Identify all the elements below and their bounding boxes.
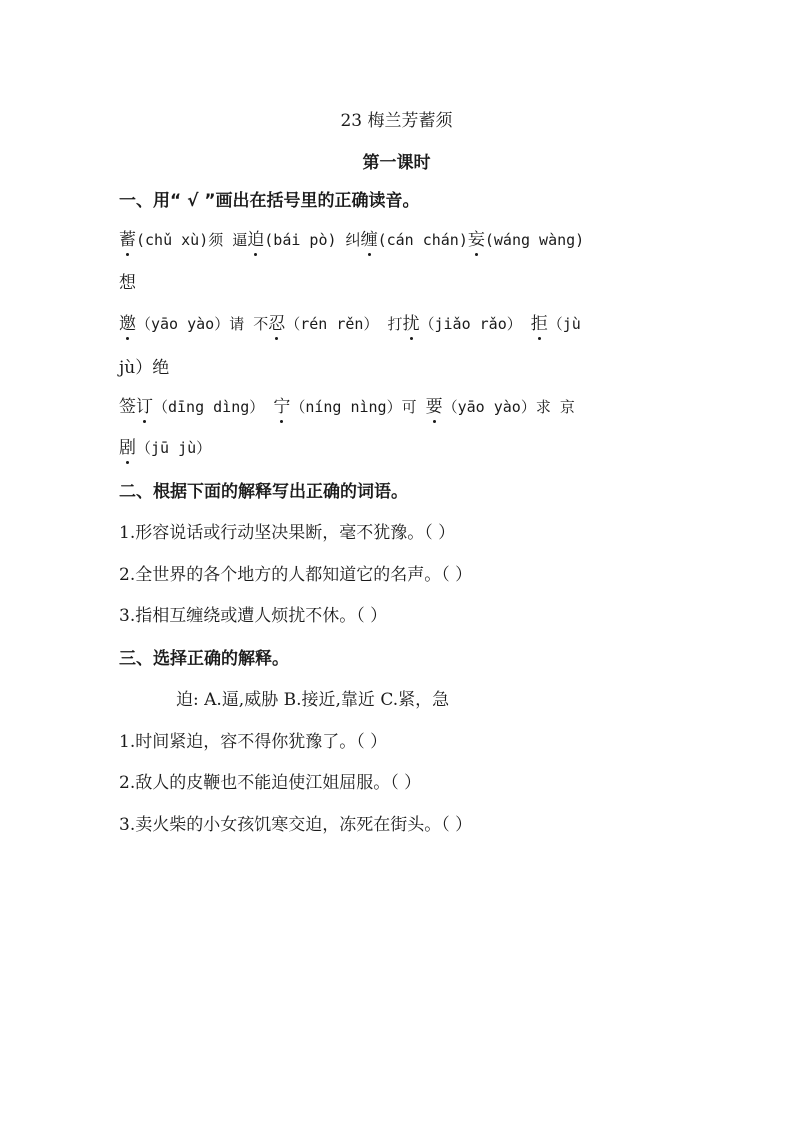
pinyin-row-1-cont: 想 [119, 273, 136, 293]
marked-char: 邀 [119, 314, 136, 334]
definition-item-3: 3.指相互缠绕或遭人烦扰不休。（ ） [119, 606, 388, 626]
marked-char: 妄 [467, 230, 485, 250]
definition-item-1: 1.形容说话或行动坚决果断，毫不犹豫。（ ） [119, 523, 456, 543]
pinyin-row-2-cont: jù）绝 [119, 358, 170, 378]
definition-item-2: 2.全世界的各个地方的人都知道它的名声。（ ） [119, 565, 473, 585]
section2-heading: 二、根据下面的解释写出正确的词语。 [119, 482, 408, 502]
sentence-item-2: 2.敌人的皮鞭也不能迫使江姐屈服。（ ） [119, 773, 422, 793]
marked-char: 剧 [119, 438, 136, 458]
marked-char: 蓄 [119, 230, 136, 250]
pinyin-row-3: 签订（dīng dìng） 宁（níng nìng）可 要（yāo yào）求 京 [119, 397, 575, 417]
marked-char: 要 [425, 397, 443, 417]
marked-char: 迫 [247, 230, 265, 250]
marked-char: 扰 [402, 314, 420, 334]
section3-heading: 三、选择正确的解释。 [119, 649, 289, 669]
pinyin-row-3-cont: 剧（jū jù） [119, 438, 212, 458]
marked-char: 忍 [268, 314, 286, 334]
section1-heading: 一、用“ √ ”画出在括号里的正确读音。 [119, 191, 420, 211]
marked-char: 缠 [360, 230, 378, 250]
lesson-subtitle: 第一课时 [362, 153, 431, 173]
marked-char: 宁 [273, 397, 291, 417]
sentence-item-1: 1.时间紧迫，容不得你犹豫了。（ ） [119, 732, 388, 752]
pinyin-row-1: 蓄(chǔ xù)须 逼迫(bái pò) 纠缠(cán chán)妄(wáng wàng) [119, 230, 585, 250]
marked-char: 订 [136, 397, 153, 417]
lesson-title: 23 梅兰芳蓄须 [340, 111, 453, 131]
pinyin-row-2: 邀（yāo yào）请 不忍（rén rěn） 打扰（jiǎo rǎo） 拒（jù [119, 314, 581, 334]
meaning-options: 迫: A.逼,威胁 B.接近,靠近 C.紧，急 [176, 690, 450, 710]
marked-char: 拒 [530, 314, 548, 334]
sentence-item-3: 3.卖火柴的小女孩饥寒交迫，冻死在街头。（ ） [119, 815, 473, 835]
